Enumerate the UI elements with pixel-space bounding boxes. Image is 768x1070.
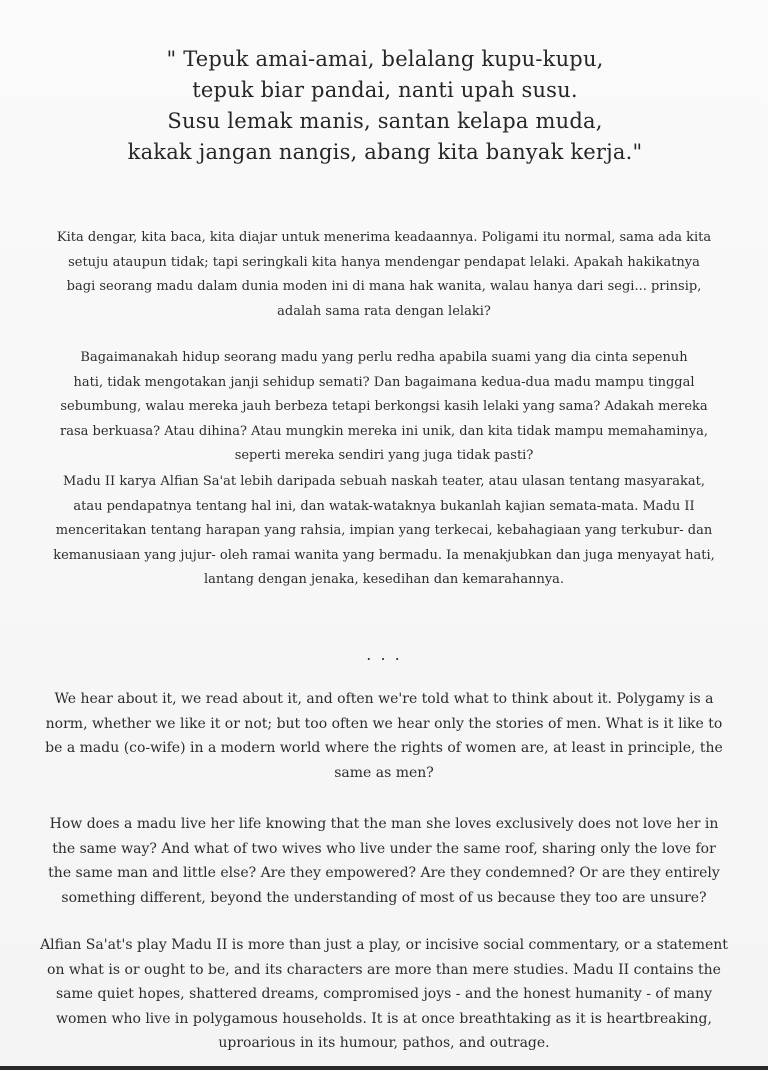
text-line: the same way? And what of two wives who live under the same roof, sharing only the love for <box>52 840 716 857</box>
bottom-border <box>0 1066 768 1070</box>
text-line: on what is or ought to be, and its characters are more than mere studies. Madu II contains the <box>47 961 721 978</box>
text-line: lantang dengan jenaka, kesedihan dan kemarahannya. <box>203 572 565 587</box>
text-line: setuju ataupun tidak; tapi seringkali kita hanya mendengar pendapat lelaki. Apakah hakikatnya <box>68 254 700 270</box>
text-line: kemanusiaan yang jujur- oleh ramai wanita yang bermadu. Ia menakjubkan dan juga menyayat hati, <box>53 547 715 563</box>
text-line: How does a madu live her life knowing that the man she loves exclusively does not love her in <box>49 816 719 832</box>
malay-paragraph-3 <box>28 470 740 593</box>
text-line: uproarious in its humour, pathos, and outrage. <box>218 1035 550 1051</box>
malay-paragraph-2 <box>28 346 740 469</box>
text-line: women who live in polygamous households. It is at once breathtaking as it is heartbreaking, <box>56 1010 712 1027</box>
english-paragraph-3 <box>22 933 746 1056</box>
text-line: something different, beyond the understanding of most of us because they too are unsure? <box>61 889 707 906</box>
text-line: hati, tidak mengotakan janji sehidup semati? Dan bagaimana kedua-dua madu mampu tinggal <box>73 374 695 390</box>
text-line: Alfian Sa'at's play Madu II is more than just a play, or incisive social commentary, or a statement <box>40 937 728 953</box>
section-separator: . . . <box>366 645 402 664</box>
malay-paragraph-1 <box>28 226 740 324</box>
english-paragraph-2 <box>22 812 746 910</box>
text-line: bagi seorang madu dalam dunia moden ini di mana hak wanita, walau hanya dari segi... prinsip, <box>66 279 702 294</box>
text-line: sebumbung, walau mereka jauh berbeza tetapi berkongsi kasih lelaki yang sama? Adakah mereka <box>60 399 708 414</box>
english-paragraph-1 <box>22 687 746 785</box>
text-line: Madu II karya Alfian Sa'at lebih daripada sebuah naskah teater, atau ulasan tentang masyarakat, <box>63 474 705 489</box>
text-line: norm, whether we like it or not; but too often we hear only the stories of men. What is it like to <box>45 715 723 732</box>
text-line: We hear about it, we read about it, and often we're told what to think about it. Polygamy is a <box>54 691 714 707</box>
poem-line: tepuk biar pandai, nanti upah susu. <box>192 78 578 102</box>
text-line: rasa berkuasa? Atau dihina? Atau mungkin mereka ini unik, dan kita tidak mampu memahaminya, <box>60 423 708 439</box>
poem-line: " Tepuk amai-amai, belalang kupu-kupu, <box>166 47 604 71</box>
text-line: same quiet hopes, shattered dreams, compromised joys - and the honest humanity - of many <box>55 986 713 1002</box>
text-line: same as men? <box>334 764 434 781</box>
poem-line: Susu lemak manis, santan kelapa muda, <box>167 109 603 133</box>
text-line: seperti mereka sendiri yang juga tidak pasti? <box>234 448 534 463</box>
text-line: atau pendapatnya tentang hal ini, dan watak-wataknya bukanlah kajian semata-mata. Madu II <box>73 498 695 514</box>
text-line: the same man and little else? Are they empowered? Are they condemned? Or are they entirely <box>48 865 720 881</box>
text-line: adalah sama rata dengan lelaki? <box>277 303 491 319</box>
poem-quote <box>60 44 710 168</box>
text-line: menceritakan tentang harapan yang rahsia, impian yang terkecai, kebahagiaan yang terkubur- dan <box>55 523 713 538</box>
text-line: Kita dengar, kita baca, kita diajar untuk menerima keadaannya. Poligami itu normal, sama ada kita <box>56 230 712 245</box>
text-line: be a madu (co-wife) in a modern world where the rights of women are, at least in principle, the <box>45 740 723 756</box>
poem-line: kakak jangan nangis, abang kita banyak kerja." <box>127 140 643 164</box>
text-line: Bagaimanakah hidup seorang madu yang perlu redha apabila suami yang dia cinta sepenuh <box>80 350 688 365</box>
